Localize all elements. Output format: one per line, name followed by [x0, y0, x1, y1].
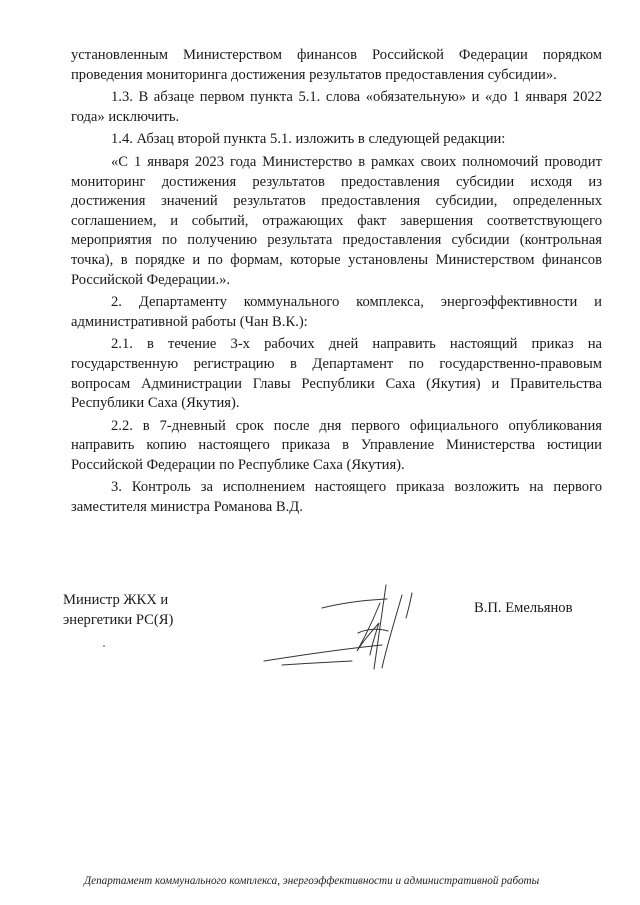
page-footer: Департамент коммунального комплекса, энергоэффективности и административной работы: [84, 875, 540, 887]
signatory-title-line2: энергетики РС(Я): [63, 612, 174, 628]
signatory-name: В.П. Емельянов: [474, 600, 573, 616]
signatory-title-line1: Министр ЖКХ и: [63, 592, 169, 608]
paragraph-1-3: 1.3. В абзаце первом пункта 5.1. слова «обязательную» и «до 1 января 2022 года» исключить.: [71, 89, 602, 125]
paragraph-1-4: 1.4. Абзац второй пункта 5.1. изложить в следующей редакции:: [111, 131, 506, 148]
paragraph-2-2: 2.2. в 7-дневный срок после дня первого официального опубликования направить копию настоящего приказа в Управление Министерства юстиции Российской Федерации по Республике Саха (Якутия).: [71, 417, 602, 473]
paragraph-2-1: 2.1. в течение 3-х рабочих дней направить настоящий приказ на государственную регистрацию в Департамент по государственно-правовым вопросам Администрации Главы Республики Саха (Якутия) и Правительства Республики Саха (Якутия).: [71, 336, 602, 412]
paragraph-quoted-edition: «С 1 января 2023 года Министерство в рамках своих полномочий проводит мониторинг достижения результатов предоставления субсидии исходя из достижения значений результатов предоставления субсидии, определенных соглашением, и событий, отражающих факт завершения соответствующего мероприятия по получению результата предоставления субсидии (контрольная точка), в порядке и по формам, которые установлены Министерством финансов Российской Федерации.».: [71, 153, 602, 288]
document-body: [71, 46, 602, 521]
paragraph-continuation: установленным Министерством финансов Российской Федерации порядком проведения мониторинга достижения результатов предоставления субсидии».: [71, 47, 602, 83]
handwritten-signature: [262, 573, 442, 683]
paragraph-2: 2. Департаменту коммунального комплекса, энергоэффективности и административной работы (Чан В.К.):: [71, 294, 602, 330]
paragraph-3: 3. Контроль за исполнением настоящего приказа возложить на первого заместителя министра Романова В.Д.: [71, 479, 602, 516]
scan-speck: [103, 645, 105, 647]
signatory-title: [63, 590, 173, 630]
